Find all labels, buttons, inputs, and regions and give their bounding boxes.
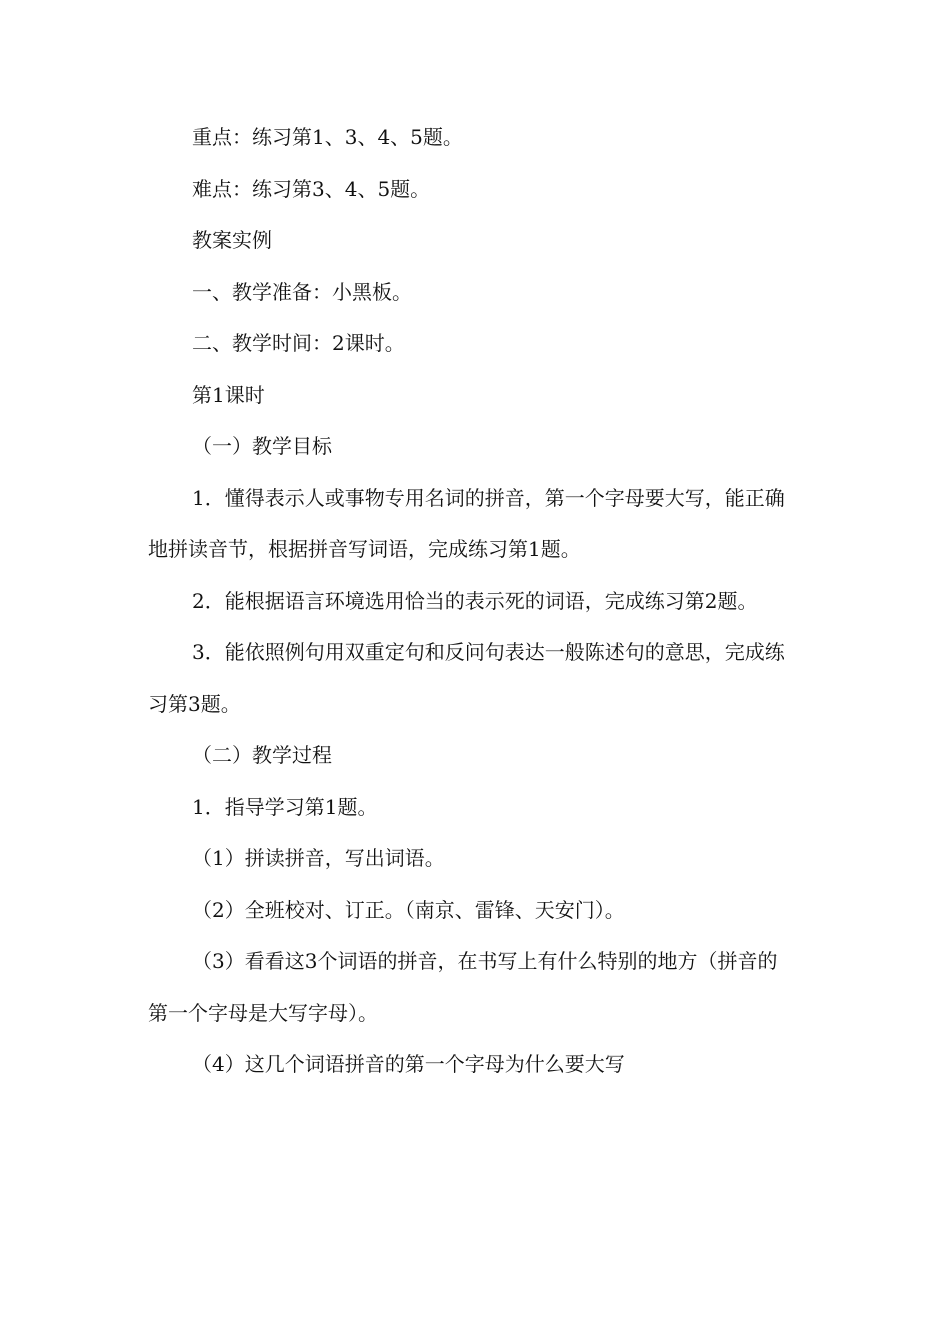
process-step-1: （1）拼读拼音，写出词语。 [192, 846, 445, 870]
process-step-3: （3）看看这3个词语的拼音，在书写上有什么特别的地方（拼音的第一个字母是大写字母）。 [148, 949, 778, 1025]
objective-item-2: 2．能根据语言环境选用恰当的表示死的词语，完成练习第2题。 [192, 588, 758, 613]
section-heading-objectives: （一）教学目标 [192, 434, 332, 458]
document-body [148, 112, 788, 1091]
objective-item-3: 3．能依照例句用双重定句和反问句表达一般陈述句的意思，完成练习第3题。 [148, 640, 785, 716]
paragraph-preparation: 一、教学准备：小黑板。 [192, 279, 412, 304]
paragraph-time: 二、教学时间：2课时。 [192, 331, 405, 355]
section-heading-process: （二）教学过程 [192, 743, 332, 767]
section-heading-lesson-1: 第1课时 [192, 382, 265, 407]
process-step-2: （2）全班校对、订正。（南京、雷锋、天安门）。 [192, 897, 625, 922]
section-heading-lesson-example: 教案实例 [192, 228, 272, 252]
paragraph-difficult-points: 难点：练习第3、4、5题。 [192, 176, 431, 201]
process-step-4: （4）这几个词语拼音的第一个字母为什么要大写 [192, 1052, 625, 1076]
process-item-1: 1．指导学习第1题。 [192, 794, 378, 819]
paragraph-key-points: 重点：练习第1、3、4、5题。 [192, 125, 463, 149]
objective-item-1: 1．懂得表示人或事物专用名词的拼音，第一个字母要大写，能正确地拼读音节，根据拼音写词语，完成练习第1题。 [148, 485, 785, 561]
